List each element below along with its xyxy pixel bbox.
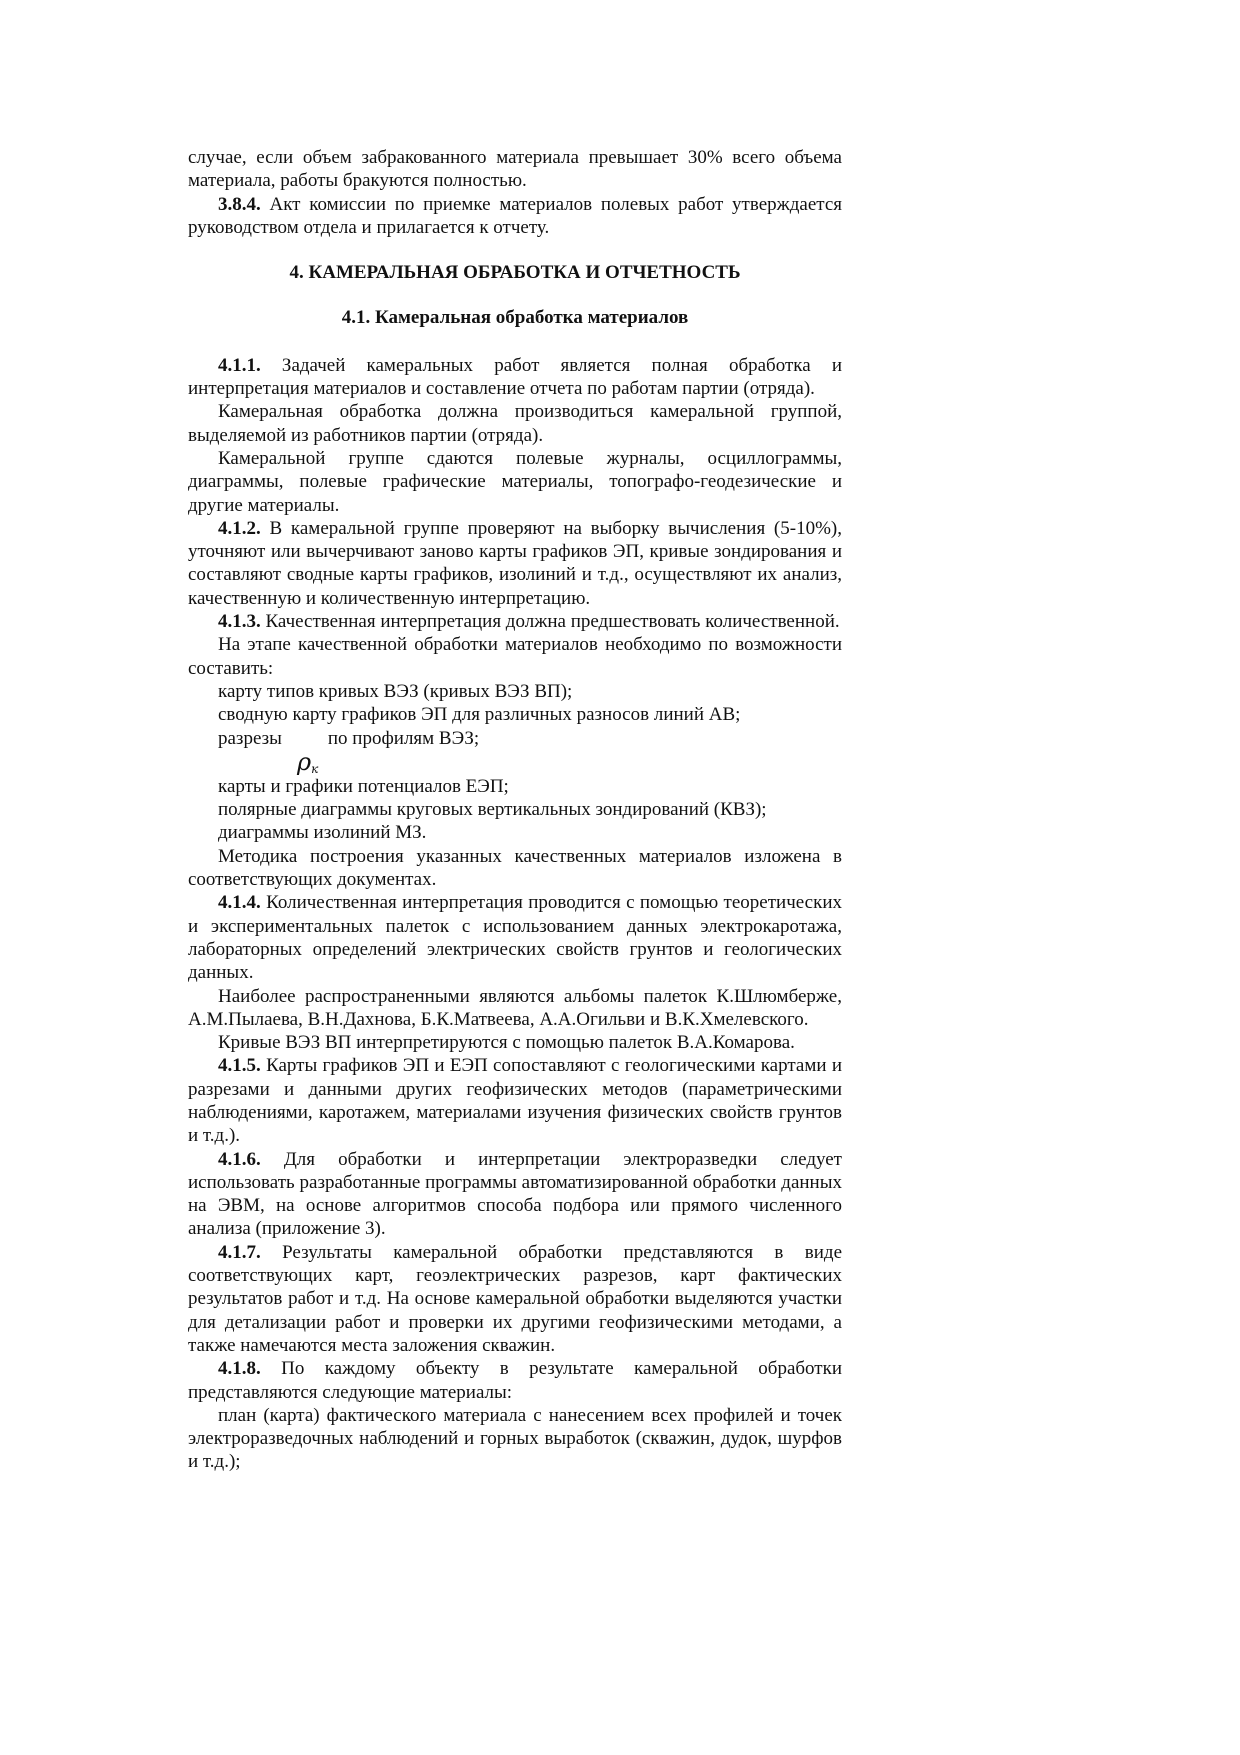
formula (188, 747, 842, 776)
paragraph (188, 1241, 842, 1357)
paragraph: Камеральная обработка должна производиться камеральной группой, выделяемой из работников партии (отряда). (188, 401, 842, 446)
list-item-text: по профилям ВЭЗ; (327, 727, 480, 749)
list-item: диаграммы изолиний МЗ. (218, 822, 427, 844)
list-item-text: разрезы (218, 727, 282, 749)
paragraph (188, 1357, 842, 1404)
clause-text: Качественная интерпретация должна предшествовать количественной. (260, 611, 840, 633)
list-item: полярные диаграммы круговых вертикальных зондирований (КВЗ); (218, 799, 767, 821)
clause-number: 3.8.4. (218, 193, 261, 215)
clause-number: 4.1.8. (218, 1358, 261, 1380)
paragraph (188, 891, 842, 984)
paragraph: случае, если объем забракованного материала превышает 30% всего объема материала, работы бракуются полностью. (188, 147, 842, 192)
clause-text: Для обработки и интерпретации электроразведки следует использовать разработанные программы автоматизированной обработки данных на ЭВМ, на основе алгоритмов способа подбора или прямого численного анализа (приложение 3). (188, 1148, 842, 1240)
paragraph: На этапе качественной обработки материалов необходимо по возможности составить: (188, 634, 842, 679)
clause-text: В камеральной группе проверяют на выборку вычисления (5-10%), уточняют или вычерчивают заново карты графиков ЭП, кривые зондирования и составляют сводные карты графиков, изолиний и т.д., осуществляют их анализ, качественную и количественную интерпретацию. (188, 517, 842, 609)
section-title: 4. КАМЕРАЛЬНАЯ ОБРАБОТКА И ОТЧЕТНОСТЬ (289, 262, 741, 284)
list-item: карты и графики потенциалов ЕЭП; (218, 775, 509, 797)
clause-number: 4.1.7. (218, 1241, 261, 1263)
list-item: сводную карту графиков ЭП для различных разносов линий АВ; (218, 704, 741, 726)
clause-number: 4.1.5. (218, 1055, 261, 1077)
clause-text: Акт комиссии по приемке материалов полевых работ утверждается руководством отдела и прилагается к отчету. (188, 193, 842, 238)
clause-text: Задачей камеральных работ является полная обработка и интерпретация материалов и составление отчета по работам партии (отряда). (188, 354, 842, 400)
clause-number: 4.1.3. (218, 611, 261, 633)
paragraph (188, 610, 842, 633)
rho-symbol: $\rho_к$ (297, 747, 319, 776)
paragraph (188, 1054, 842, 1147)
paragraph: план (карта) фактического материала с нанесением всех профилей и точек электроразведочных наблюдений и горных выработок (скважин, дудок, шурфов и т.д.); (188, 1404, 842, 1473)
subsection-title: 4.1. Камеральная обработка материалов (341, 307, 689, 329)
paragraph: Наиболее распространенными являются альбомы палеток К.Шлюмберже, А.М.Пылаева, В.Н.Дахнова, Б.К.Матвеева, А.А.Огильви и В.К.Хмелевского. (188, 985, 842, 1030)
clause-number: 4.1.1. (218, 354, 261, 376)
paragraph (188, 354, 842, 401)
clause-number: 4.1.6. (218, 1148, 261, 1170)
paragraph (188, 517, 842, 610)
clause-text: Количественная интерпретация проводится с помощью теоретических и экспериментальных палеток с использованием данных электрокаротажа, лабораторных определений электрических свойств грунтов и геологических данных. (188, 892, 842, 984)
paragraph: Кривые ВЭЗ ВП интерпретируются с помощью палеток В.А.Комарова. (218, 1032, 795, 1054)
document-page (188, 146, 842, 1474)
clause-number: 4.1.2. (218, 517, 261, 539)
clause-text: Карты графиков ЭП и ЕЭП сопоставляют с геологическими картами и разрезами и данными других геофизических методов (параметрическими наблюдениями, каротажем, материалами изучения физических свойств грунтов и т.д.). (188, 1055, 842, 1147)
paragraph: Методика построения указанных качественных материалов изложена в соответствующих документах. (188, 845, 842, 891)
paragraph: Камеральной группе сдаются полевые журналы, осциллограммы, диаграммы, полевые графические материалы, топографо-геодезические и другие материалы. (188, 447, 842, 516)
clause-text: По каждому объекту в результате камеральной обработки представляются следующие материалы: (188, 1358, 842, 1403)
list-item (188, 727, 842, 750)
list-item: карту типов кривых ВЭЗ (кривых ВЭЗ ВП); (218, 680, 573, 702)
paragraph (188, 1148, 842, 1241)
clause-text: Результаты камеральной обработки представляются в виде соответствующих карт, геоэлектрических разрезов, карт фактических результатов работ и т.д. На основе камеральной обработки выделяются участки для детализации работ и проверки их другими геофизическими методами, а также намечаются места заложения скважин. (188, 1241, 842, 1356)
clause-number: 4.1.4. (218, 892, 261, 914)
paragraph (188, 193, 842, 240)
